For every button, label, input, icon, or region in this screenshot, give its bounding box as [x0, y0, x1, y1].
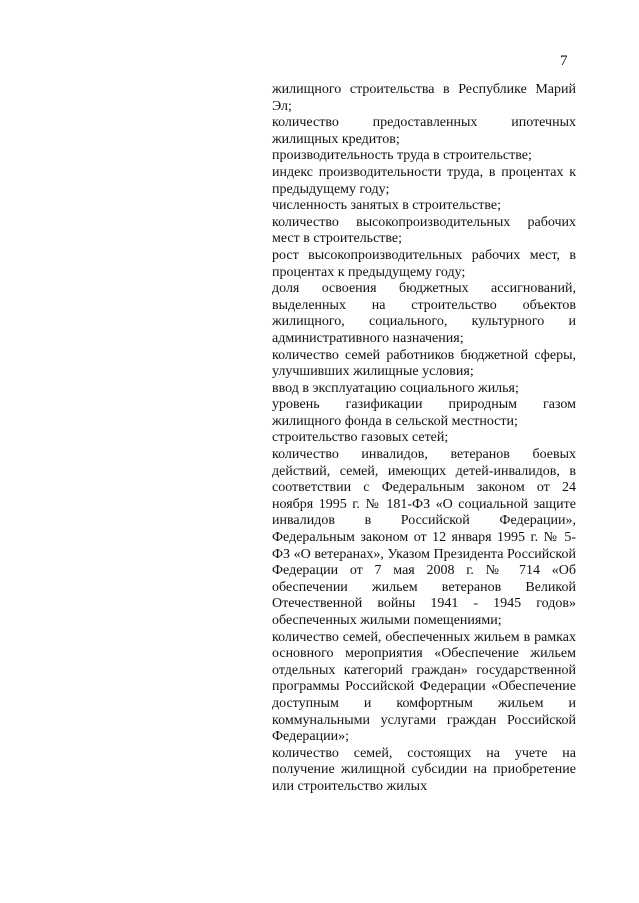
paragraph: количество высокопроизводительных рабочих мест в строительстве;: [272, 214, 576, 247]
paragraph: количество семей работников бюджетной сферы, улучшивших жилищные условия;: [272, 347, 576, 380]
paragraph: доля освоения бюджетных ассигнований, выделенных на строительство объектов жилищного, социального, культурного и административного назначения;: [272, 281, 576, 346]
paragraph: индекс производительности труда, в процентах к предыдущему году;: [272, 164, 576, 197]
paragraph: количество семей, обеспеченных жильем в рамках основного мероприятия «Обеспечение жильем отдельных категорий граждан» государственной программы Российской Федерации «Обеспечение доступным и комфортным жильем и коммунальными услугами граждан Российской Федерации»;: [272, 629, 576, 745]
page-number: 7: [560, 53, 568, 69]
paragraph: рост высокопроизводительных рабочих мест, в процентах к предыдущему году;: [272, 247, 576, 280]
paragraph: количество предоставленных ипотечных жилищных кредитов;: [272, 115, 576, 147]
paragraph: производительность труда в строительстве;: [272, 148, 532, 164]
paragraph: ввод в эксплуатацию социального жилья;: [272, 380, 519, 396]
paragraph: численность занятых в строительстве;: [272, 198, 501, 214]
paragraph: уровень газификации природным газом жилищного фонда в сельской местности;: [272, 397, 576, 429]
paragraph: жилищного строительства в Республике Марий Эл;: [272, 82, 576, 114]
paragraph: количество семей, состоящих на учете на получение жилищной субсидии на приобретение или строительство жилых: [272, 745, 576, 794]
paragraph: строительство газовых сетей;: [272, 430, 449, 446]
paragraph: количество инвалидов, ветеранов боевых действий, семей, имеющих детей-инвалидов, в соответствии с Федеральным законом от 24 ноября 1995 г. № 181-ФЗ «О социальной защите инвалидов в Российской Федерации», Федеральным законом от 12 января 1995 г. № 5-ФЗ «О ветеранах», Указом Президента Российской Федерации от 7 мая 2008 г. № 714 «Об обеспечении жильем ветеранов Великой Отечественной войны 1941 - 1945 годов» обеспеченных жилыми помещениями;: [272, 447, 576, 628]
document-body: [272, 82, 576, 796]
